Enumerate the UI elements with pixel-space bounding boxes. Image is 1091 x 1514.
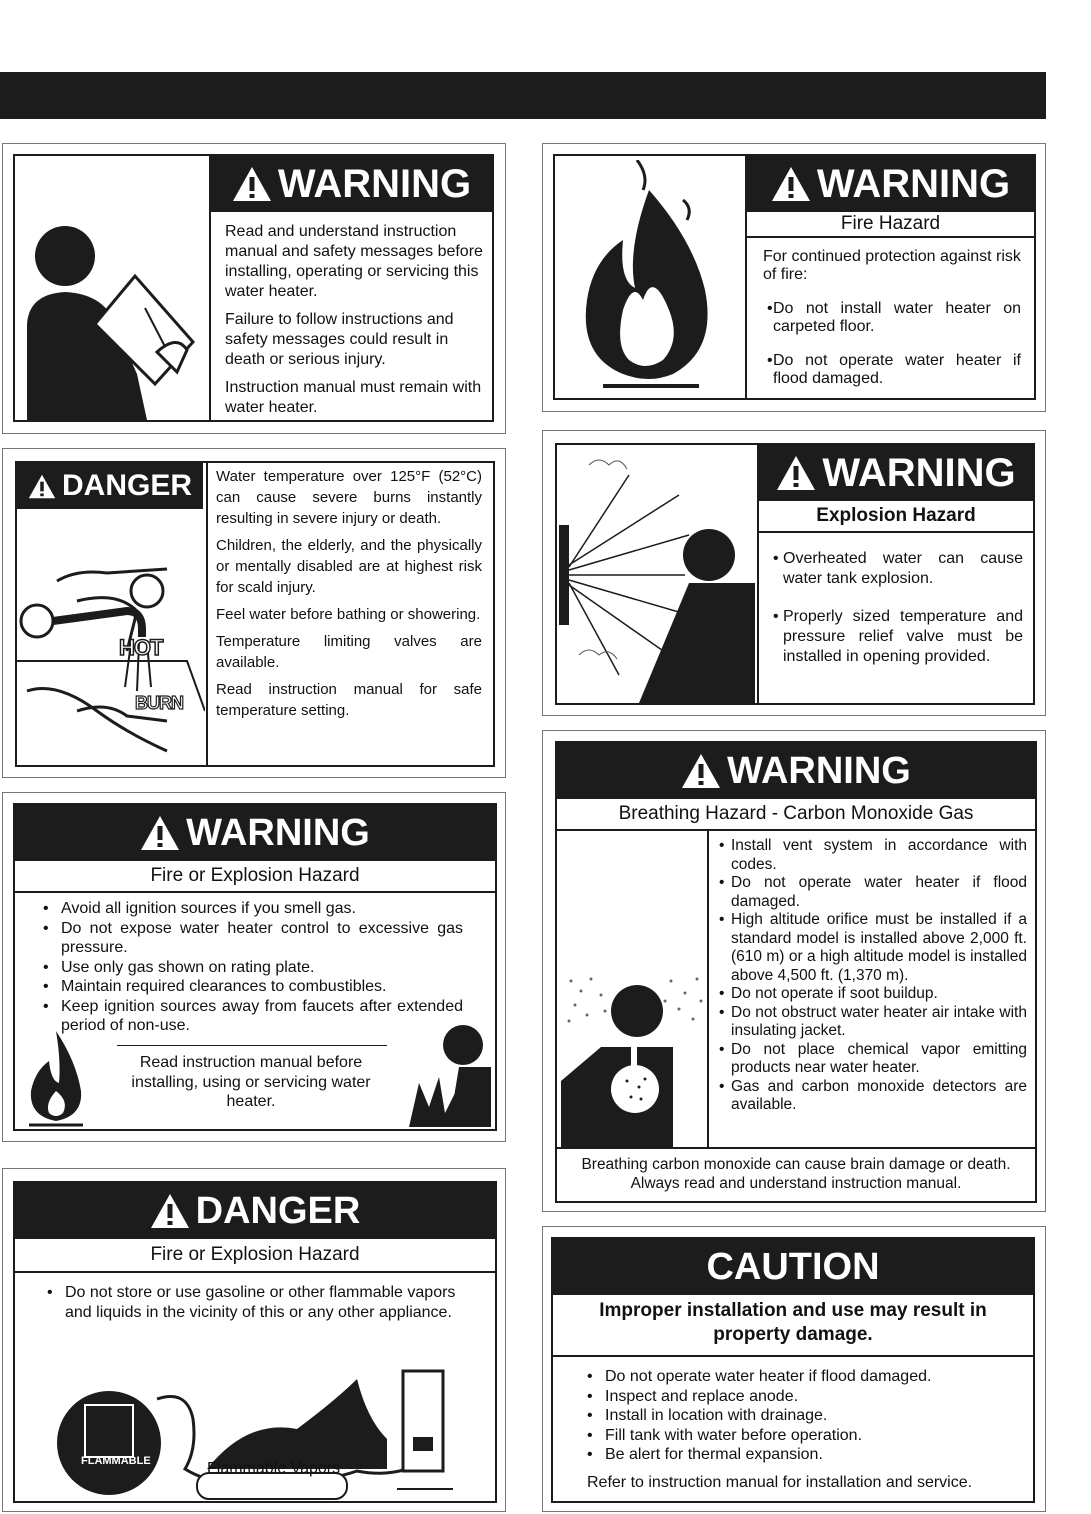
- hazard-subtitle: Breathing Hazard - Carbon Monoxide Gas: [557, 799, 1035, 831]
- alert-triangle-icon: [28, 474, 56, 499]
- alert-triangle-icon: [776, 455, 816, 491]
- scald-paragraph: Children, the elderly, and the physically or mentally disabled are at highest risk for scald injury.: [216, 537, 482, 596]
- read-manual-text: [225, 222, 485, 426]
- bullet-item: • Properly sized temperature and pressure relief valve must be installed in opening provided.: [769, 607, 1023, 667]
- signal-word: WARNING: [186, 811, 370, 854]
- alert-triangle-icon: [140, 815, 180, 851]
- bullet-item: • Do not expose water heater control to excessive gas pressure.: [39, 919, 463, 958]
- bullet-item: • Gas and carbon monoxide detectors are available.: [715, 1078, 1027, 1115]
- bullet-item: • Do not operate water heater if flood damaged.: [715, 874, 1027, 911]
- bullet-item: • Do not store or use gasoline or other flammable vapors and liquids in the vicinity of this or any other appliance.: [43, 1283, 467, 1323]
- signal-word: WARNING: [822, 450, 1016, 495]
- label-caution: [542, 1226, 1046, 1512]
- tank-explosion-icon: [559, 455, 755, 703]
- scald-paragraph: Read instruction manual for safe temperature setting.: [216, 681, 482, 719]
- bullet-item: • Do not operate water heater if flood damaged.: [583, 1367, 1023, 1387]
- label-read-manual: [2, 143, 506, 434]
- divider: [557, 1147, 1035, 1149]
- bullet-item: • Do not install water heater on carpeted floor.: [763, 300, 1021, 336]
- warning-header: [557, 743, 1035, 799]
- bullet-item: • Fill tank with water before operation.: [583, 1426, 1023, 1446]
- label-fire-explosion-danger: [2, 1168, 506, 1512]
- alert-triangle-icon: [771, 166, 811, 202]
- label-explosion-hazard: [542, 430, 1046, 716]
- hazard-subtitle: Improper installation and use may result in property damage.: [553, 1299, 1033, 1357]
- fire-explosion-bullets: [39, 899, 463, 1036]
- caution-bullets: [583, 1367, 1023, 1465]
- signal-word: DANGER: [195, 1189, 361, 1232]
- warning-header: [747, 156, 1034, 212]
- bullet-item: • Avoid all ignition sources if you smell gas.: [39, 899, 463, 919]
- divider: [745, 156, 747, 398]
- person-reading-manual-icon: [17, 224, 207, 420]
- fire-explosion-footer: Read instruction manual before installing, using or servicing water heater.: [131, 1054, 371, 1110]
- flammable-can-text: FLAMMABLE: [81, 1455, 151, 1467]
- hot-water-faucet-icon: [17, 511, 205, 765]
- scald-paragraph: Water temperature over 125°F (52°C) can cause severe burns instantly resulting in severe injury or death.: [216, 468, 482, 527]
- caution-header: [553, 1239, 1033, 1295]
- gas-can-vapors-icon: [57, 1359, 489, 1501]
- burn-text: BURN: [135, 693, 183, 713]
- read-manual-paragraph: Failure to follow instructions and safety messages could result in death or serious injury.: [225, 311, 454, 368]
- bullet-item: • Inspect and replace anode.: [583, 1387, 1023, 1407]
- label-co-hazard: [542, 730, 1046, 1212]
- signal-word: WARNING: [727, 749, 911, 792]
- read-manual-paragraph: Read and understand instruction manual and safety messages before installing, operating or servicing this water heater.: [225, 223, 483, 300]
- label-fire-hazard: [542, 143, 1046, 412]
- bullet-item: • Install vent system in accordance with codes.: [715, 837, 1027, 874]
- explosion-bullets: [769, 549, 1023, 667]
- hazard-subtitle: Fire Hazard: [747, 212, 1034, 238]
- co-footer: Breathing carbon monoxide can cause brain damage or death. Always read and understand instruction manual.: [581, 1156, 1011, 1192]
- scald-paragraph: Temperature limiting valves are available.: [216, 633, 482, 671]
- flammable-bullets: [43, 1283, 467, 1323]
- fire-hazard-text: [763, 248, 1021, 388]
- divider: [206, 463, 208, 765]
- fire-hazard-flame-icon: [573, 160, 723, 388]
- scald-text: [216, 466, 482, 729]
- divider: [757, 445, 759, 703]
- divider: [707, 831, 709, 1147]
- bullet-item: • Maintain required clearances to combustibles.: [39, 977, 463, 997]
- warning-header: [211, 156, 492, 212]
- bullet-item: • Install in location with drainage.: [583, 1406, 1023, 1426]
- scald-paragraph: Feel water before bathing or showering.: [216, 606, 481, 623]
- divider: [117, 1045, 387, 1046]
- alert-triangle-icon: [150, 1193, 190, 1229]
- hot-text: HOT: [119, 635, 163, 660]
- caution-footer: Refer to instruction manual for installation and service.: [587, 1474, 973, 1491]
- hazard-subtitle: Fire or Explosion Hazard: [15, 1239, 495, 1273]
- bullet-item: • Overheated water can cause water tank explosion.: [769, 549, 1023, 589]
- bullet-item: • High altitude orifice must be installed if a standard model is installed above 2,000 ft.(610 m) or a high altitude model is installed above 4,500 ft. (1,370 m).: [715, 911, 1027, 985]
- bullet-item: • Do not obstruct water heater air intake with insulating jacket.: [715, 1004, 1027, 1041]
- label-scald-danger: [2, 448, 506, 778]
- alert-triangle-icon: [232, 166, 272, 202]
- page-header-bar: [0, 72, 1046, 119]
- fire-hazard-intro: For continued protection against risk of fire:: [763, 248, 1021, 283]
- bullet-item: • Keep ignition sources away from faucets after extended period of non-use.: [39, 997, 463, 1036]
- bullet-item: • Be alert for thermal expansion.: [583, 1445, 1023, 1465]
- read-manual-paragraph: Instruction manual must remain with water heater.: [225, 379, 482, 416]
- bullet-item: • Do not place chemical vapor emitting products near water heater.: [715, 1041, 1027, 1078]
- hazard-subtitle: Fire or Explosion Hazard: [15, 861, 495, 893]
- bullet-item: • Use only gas shown on rating plate.: [39, 958, 463, 978]
- bullet-item: • Do not operate if soot buildup.: [715, 985, 1027, 1004]
- divider: [209, 156, 211, 420]
- signal-word: DANGER: [61, 469, 192, 502]
- warning-header: [759, 445, 1033, 501]
- co-bullets: [715, 837, 1027, 1115]
- bullet-item: • Do not operate water heater if flood damaged.: [763, 352, 1021, 388]
- co-breathing-person-icon: [561, 971, 707, 1147]
- warning-header: [15, 805, 495, 861]
- signal-word: WARNING: [816, 161, 1011, 206]
- flame-icon: [21, 1021, 91, 1127]
- danger-header: [15, 1183, 495, 1239]
- signal-word: CAUTION: [706, 1245, 880, 1288]
- alert-triangle-icon: [681, 753, 721, 789]
- signal-word: WARNING: [277, 161, 472, 206]
- danger-header: [17, 463, 203, 509]
- explosion-person-icon: [399, 1023, 495, 1127]
- flammable-vapors-text: Flammable Vapors: [207, 1460, 341, 1477]
- hazard-subtitle: Explosion Hazard: [759, 501, 1033, 533]
- label-fire-explosion-warning: [2, 792, 506, 1142]
